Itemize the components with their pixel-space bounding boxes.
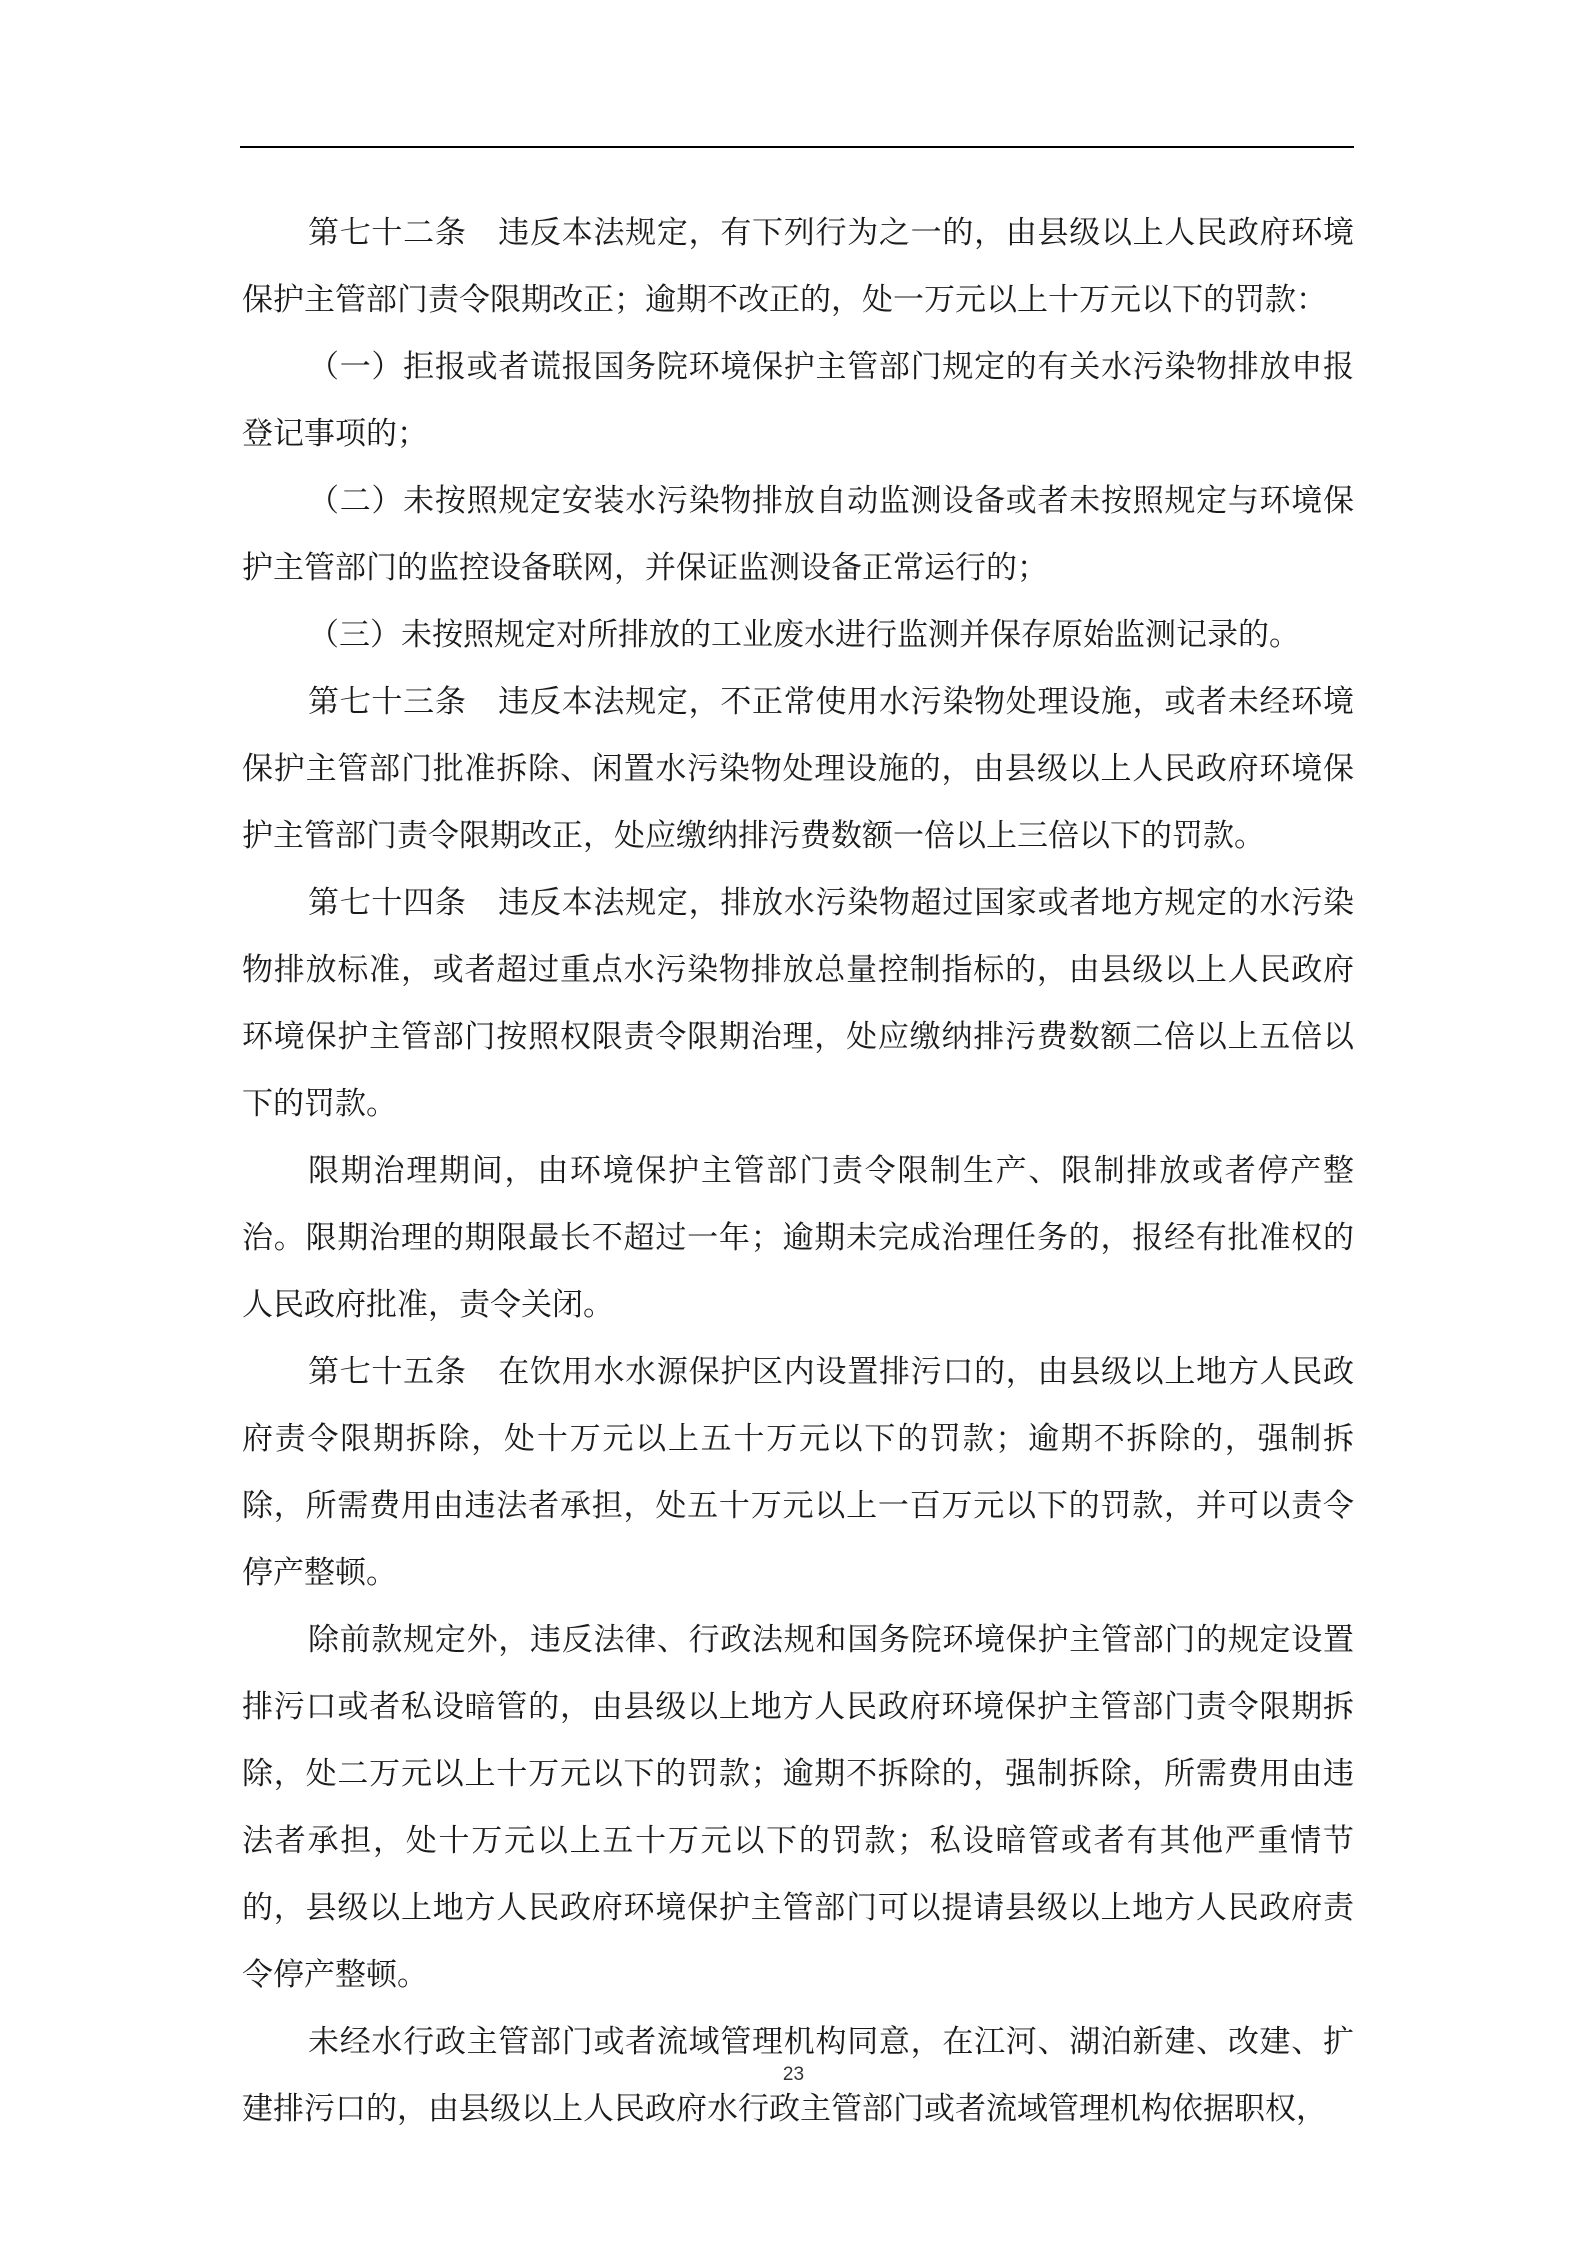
page-number: 23 — [782, 2064, 805, 2085]
article-75-paragraph: 第七十五条 在饮用水水源保护区内设置排污口的，由县级以上地方人民政府责令限期拆除，处十万元以上五十万元以下的罚款；逾期不拆除的，强制拆除，所需费用由违法者承担，处五十万元以上一百万元以下的罚款，并可以责令停产整顿。 — [242, 1354, 1354, 1591]
article-72-paragraph: 第七十二条 违反本法规定，有下列行为之一的，由县级以上人民政府环境保护主管部门责令限期改正；逾期不改正的，处一万元以上十万元以下的罚款： — [242, 215, 1354, 318]
article-74-paragraph-2: 限期治理期间，由环境保护主管部门责令限制生产、限制排放或者停产整治。限期治理的期限最长不超过一年；逾期未完成治理任务的，报经有批准权的人民政府批准，责令关闭。 — [242, 1153, 1354, 1323]
body-text — [242, 200, 1354, 2143]
article-72-item-1: （一）拒报或者谎报国务院环境保护主管部门规定的有关水污染物排放申报登记事项的； — [242, 349, 1354, 452]
article-73-paragraph: 第七十三条 违反本法规定，不正常使用水污染物处理设施，或者未经环境保护主管部门批准拆除、闲置水污染物处理设施的，由县级以上人民政府环境保护主管部门责令限期改正，处应缴纳排污费数额一倍以上三倍以下的罚款。 — [242, 684, 1354, 854]
article-75-paragraph-3: 未经水行政主管部门或者流域管理机构同意，在江河、湖泊新建、改建、扩建排污口的，由县级以上人民政府水行政主管部门或者流域管理机构依据职权， — [242, 2024, 1354, 2127]
article-72-item-2: （二）未按照规定安装水污染物排放自动监测设备或者未按照规定与环境保护主管部门的监控设备联网，并保证监测设备正常运行的； — [242, 483, 1354, 586]
article-74-paragraph: 第七十四条 违反本法规定，排放水污染物超过国家或者地方规定的水污染物排放标准，或者超过重点水污染物排放总量控制指标的，由县级以上人民政府环境保护主管部门按照权限责令限期治理，处应缴纳排污费数额二倍以上五倍以下的罚款。 — [242, 885, 1354, 1122]
header-rule — [240, 146, 1354, 148]
article-72-item-3: （三）未按照规定对所排放的工业废水进行监测并保存原始监测记录的。 — [308, 617, 1300, 653]
article-75-paragraph-2: 除前款规定外，违反法律、行政法规和国务院环境保护主管部门的规定设置排污口或者私设暗管的，由县级以上地方人民政府环境保护主管部门责令限期拆除，处二万元以上十万元以下的罚款；逾期不拆除的，强制拆除，所需费用由违法者承担，处十万元以上五十万元以下的罚款；私设暗管或者有其他严重情节的，县级以上地方人民政府环境保护主管部门可以提请县级以上地方人民政府责令停产整顿。 — [242, 1622, 1354, 1993]
